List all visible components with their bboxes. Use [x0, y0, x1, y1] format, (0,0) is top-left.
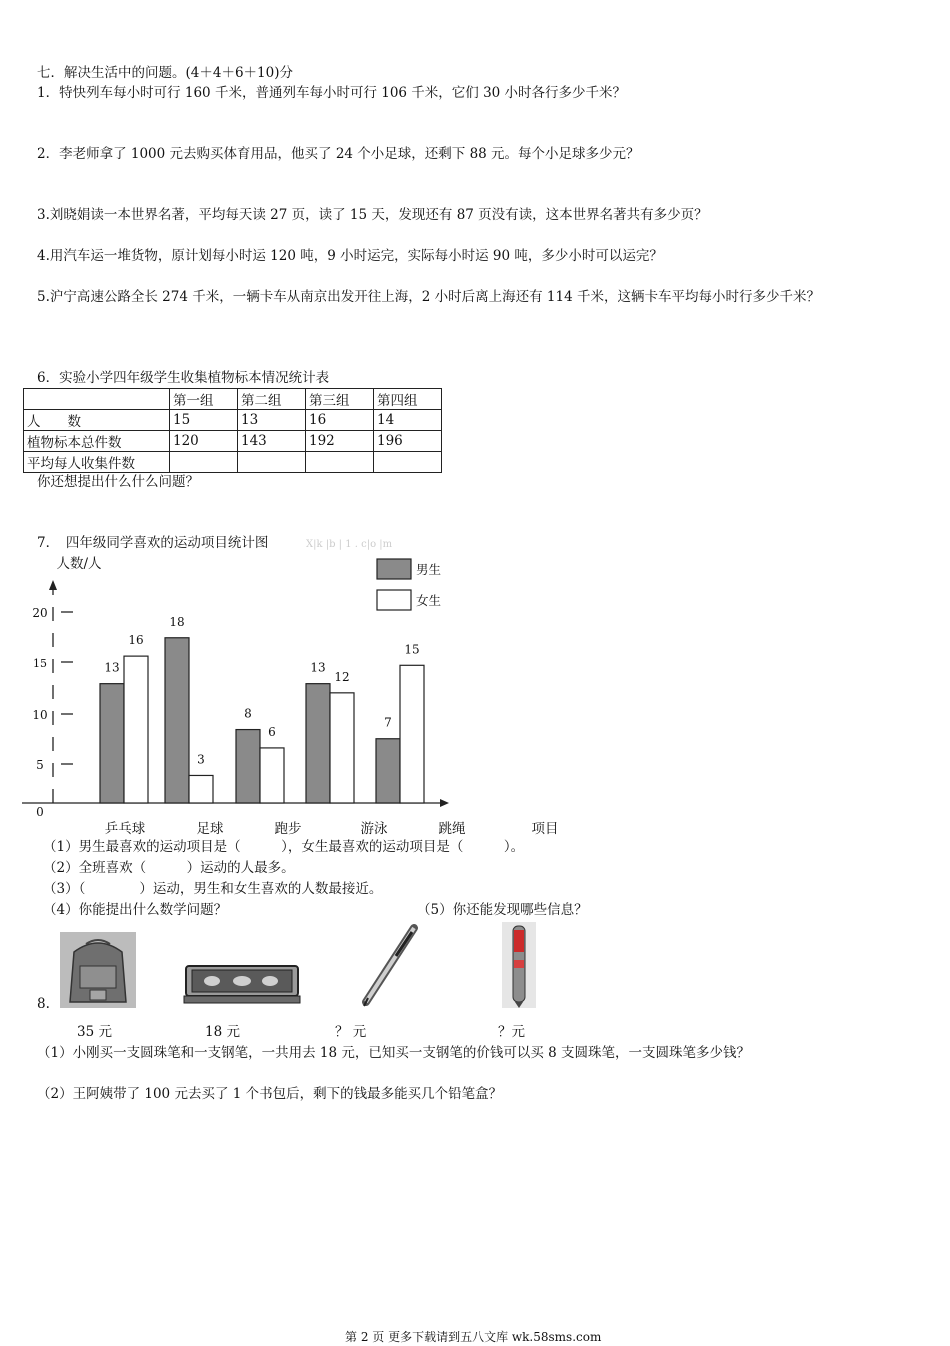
- pencil-case-image: [182, 962, 302, 1006]
- bar-boys: [165, 638, 189, 803]
- chart-question-2: （2）全班喜欢（ ）运动的人最多。: [43, 860, 295, 876]
- table-followup: 你还想提出什么什么问题？: [37, 474, 199, 490]
- table-cell: [24, 389, 170, 410]
- bar-value-label: 7: [384, 715, 392, 730]
- problem-1: 1．特快列车每小时可行 160 千米，普通列车每小时可行 106 千米，它们 30 小时各行多少千米？: [37, 85, 627, 101]
- table-cell: 平均每人收集件数: [24, 452, 170, 473]
- table-cell: 第三组: [306, 389, 374, 410]
- table-cell: [238, 452, 306, 473]
- bar-value-label: 6: [268, 724, 276, 739]
- y-axis-arrow: [49, 580, 57, 590]
- table-cell: 人 数: [24, 410, 170, 431]
- price-fountain-pen: ？元: [498, 1024, 525, 1040]
- bar-value-label: 16: [128, 633, 144, 648]
- bar-boys: [100, 684, 124, 803]
- section-title: 七．解决生活中的问题。(4＋4＋6＋10)分: [37, 65, 293, 81]
- q8-subquestion-1: （1）小刚买一支圆珠笔和一支钢笔，一共用去 18 元，已知买一支钢笔的价钱可以买 8 支圆珠笔，一支圆珠笔多少钱？: [37, 1045, 751, 1061]
- table-title: 6．实验小学四年级学生收集植物标本情况统计表: [37, 370, 330, 386]
- legend-swatch-boys: [377, 559, 411, 579]
- watermark-text: X|k |b | 1 . c|o |m: [306, 539, 393, 550]
- ballpoint-pen-image: [356, 922, 422, 1008]
- bar-girls: [189, 775, 213, 803]
- price-pencil-case: 18 元: [205, 1024, 240, 1040]
- table-cell: 14: [374, 410, 442, 431]
- bar-girls: [400, 665, 424, 803]
- table-cell: 196: [374, 431, 442, 452]
- table-header-row: [24, 389, 442, 410]
- y-tick-label: 10: [32, 708, 48, 722]
- table-cell: 第四组: [374, 389, 442, 410]
- chart-question-4: （4）你能提出什么数学问题？: [43, 902, 228, 918]
- table-cell: 13: [238, 410, 306, 431]
- bar-value-label: 12: [334, 669, 350, 684]
- y-tick-label: 0: [36, 805, 44, 819]
- q8-subquestion-2: （2）王阿姨带了 100 元去买了 1 个书包后，剩下的钱最多能买几个铅笔盒？: [37, 1086, 503, 1102]
- bar-boys: [376, 739, 400, 803]
- table-cell: 植物标本总件数: [24, 431, 170, 452]
- table-row: [24, 431, 442, 452]
- bar-value-label: 15: [404, 642, 420, 657]
- legend-label-boys: 男生: [416, 562, 442, 577]
- table-cell: 15: [170, 410, 238, 431]
- bar-value-label: 8: [244, 706, 252, 721]
- table-cell: 120: [170, 431, 238, 452]
- statistics-table: [23, 388, 442, 473]
- chart-question-3: （3）（ ）运动，男生和女生喜欢的人数最接近。: [43, 881, 383, 897]
- table-row: [24, 410, 442, 431]
- backpack-image: [60, 932, 136, 1008]
- problem-4: 4.用汽车运一堆货物，原计划每小时运 120 吨，9 小时运完，实际每小时运 90 吨，多少小时可以运完？: [37, 248, 663, 264]
- chart-title: 7． 四年级同学喜欢的运动项目统计图: [37, 535, 269, 551]
- price-ballpoint-pen: ？ 元: [335, 1024, 367, 1040]
- problem-3: 3.刘晓娟读一本世界名著，平均每天读 27 页，读了 15 天，发现还有 87 页没有读，这本世界名著共有多少页？: [37, 207, 708, 223]
- bar-girls: [260, 748, 284, 803]
- chart-question-1: （1）男生最喜欢的运动项目是（ ），女生最喜欢的运动项目是（ ）。: [43, 839, 525, 855]
- category-label: 足球: [196, 821, 224, 837]
- problem-2: 2．李老师拿了 1000 元去购买体育用品，他买了 24 个小足球，还剩下 88 元。每个小足球多少元？: [37, 146, 640, 162]
- y-tick-label: 20: [32, 606, 48, 620]
- table-cell: 16: [306, 410, 374, 431]
- problem-5: 5.沪宁高速公路全长 274 千米，一辆卡车从南京出发开往上海，2 小时后离上海还有 114 千米，这辆卡车平均每小时行多少千米？: [37, 289, 820, 305]
- x-axis-arrow: [440, 799, 449, 807]
- bar-value-label: 13: [310, 660, 326, 675]
- bar-value-label: 13: [104, 660, 120, 675]
- table-cell: [170, 452, 238, 473]
- category-label: 跑步: [274, 821, 302, 837]
- bar-boys: [306, 684, 330, 803]
- bar-value-label: 3: [197, 752, 205, 767]
- table-cell: [306, 452, 374, 473]
- page-footer: 第 2 页 更多下载请到五八文库 wk.58sms.com: [345, 1330, 602, 1344]
- bar-boys: [236, 730, 260, 803]
- bar-girls: [124, 656, 148, 803]
- category-label: 游泳: [360, 821, 388, 837]
- x-axis-label: 项目: [531, 821, 559, 837]
- y-axis-label: 人数/人: [56, 556, 102, 572]
- y-tick-label: 15: [33, 657, 47, 670]
- table-cell: 第一组: [170, 389, 238, 410]
- y-tick-label: 5: [36, 758, 44, 772]
- table-cell: [374, 452, 442, 473]
- fountain-pen-image: [502, 922, 536, 1008]
- chart-question-5: （5）你还能发现哪些信息？: [417, 902, 588, 918]
- table-row: [24, 452, 442, 473]
- table-cell: 第二组: [238, 389, 306, 410]
- table-cell: 143: [238, 431, 306, 452]
- legend-label-girls: 女生: [416, 593, 442, 608]
- legend-swatch-girls: [377, 590, 411, 610]
- bar-value-label: 18: [169, 614, 185, 629]
- category-label: 跳绳: [438, 821, 466, 837]
- bar-chart: [0, 530, 950, 840]
- category-label: 乒乓球: [104, 821, 146, 837]
- table-cell: 192: [306, 431, 374, 452]
- q8-label: 8.: [37, 996, 50, 1012]
- bar-girls: [330, 693, 354, 803]
- price-backpack: 35 元: [77, 1024, 112, 1040]
